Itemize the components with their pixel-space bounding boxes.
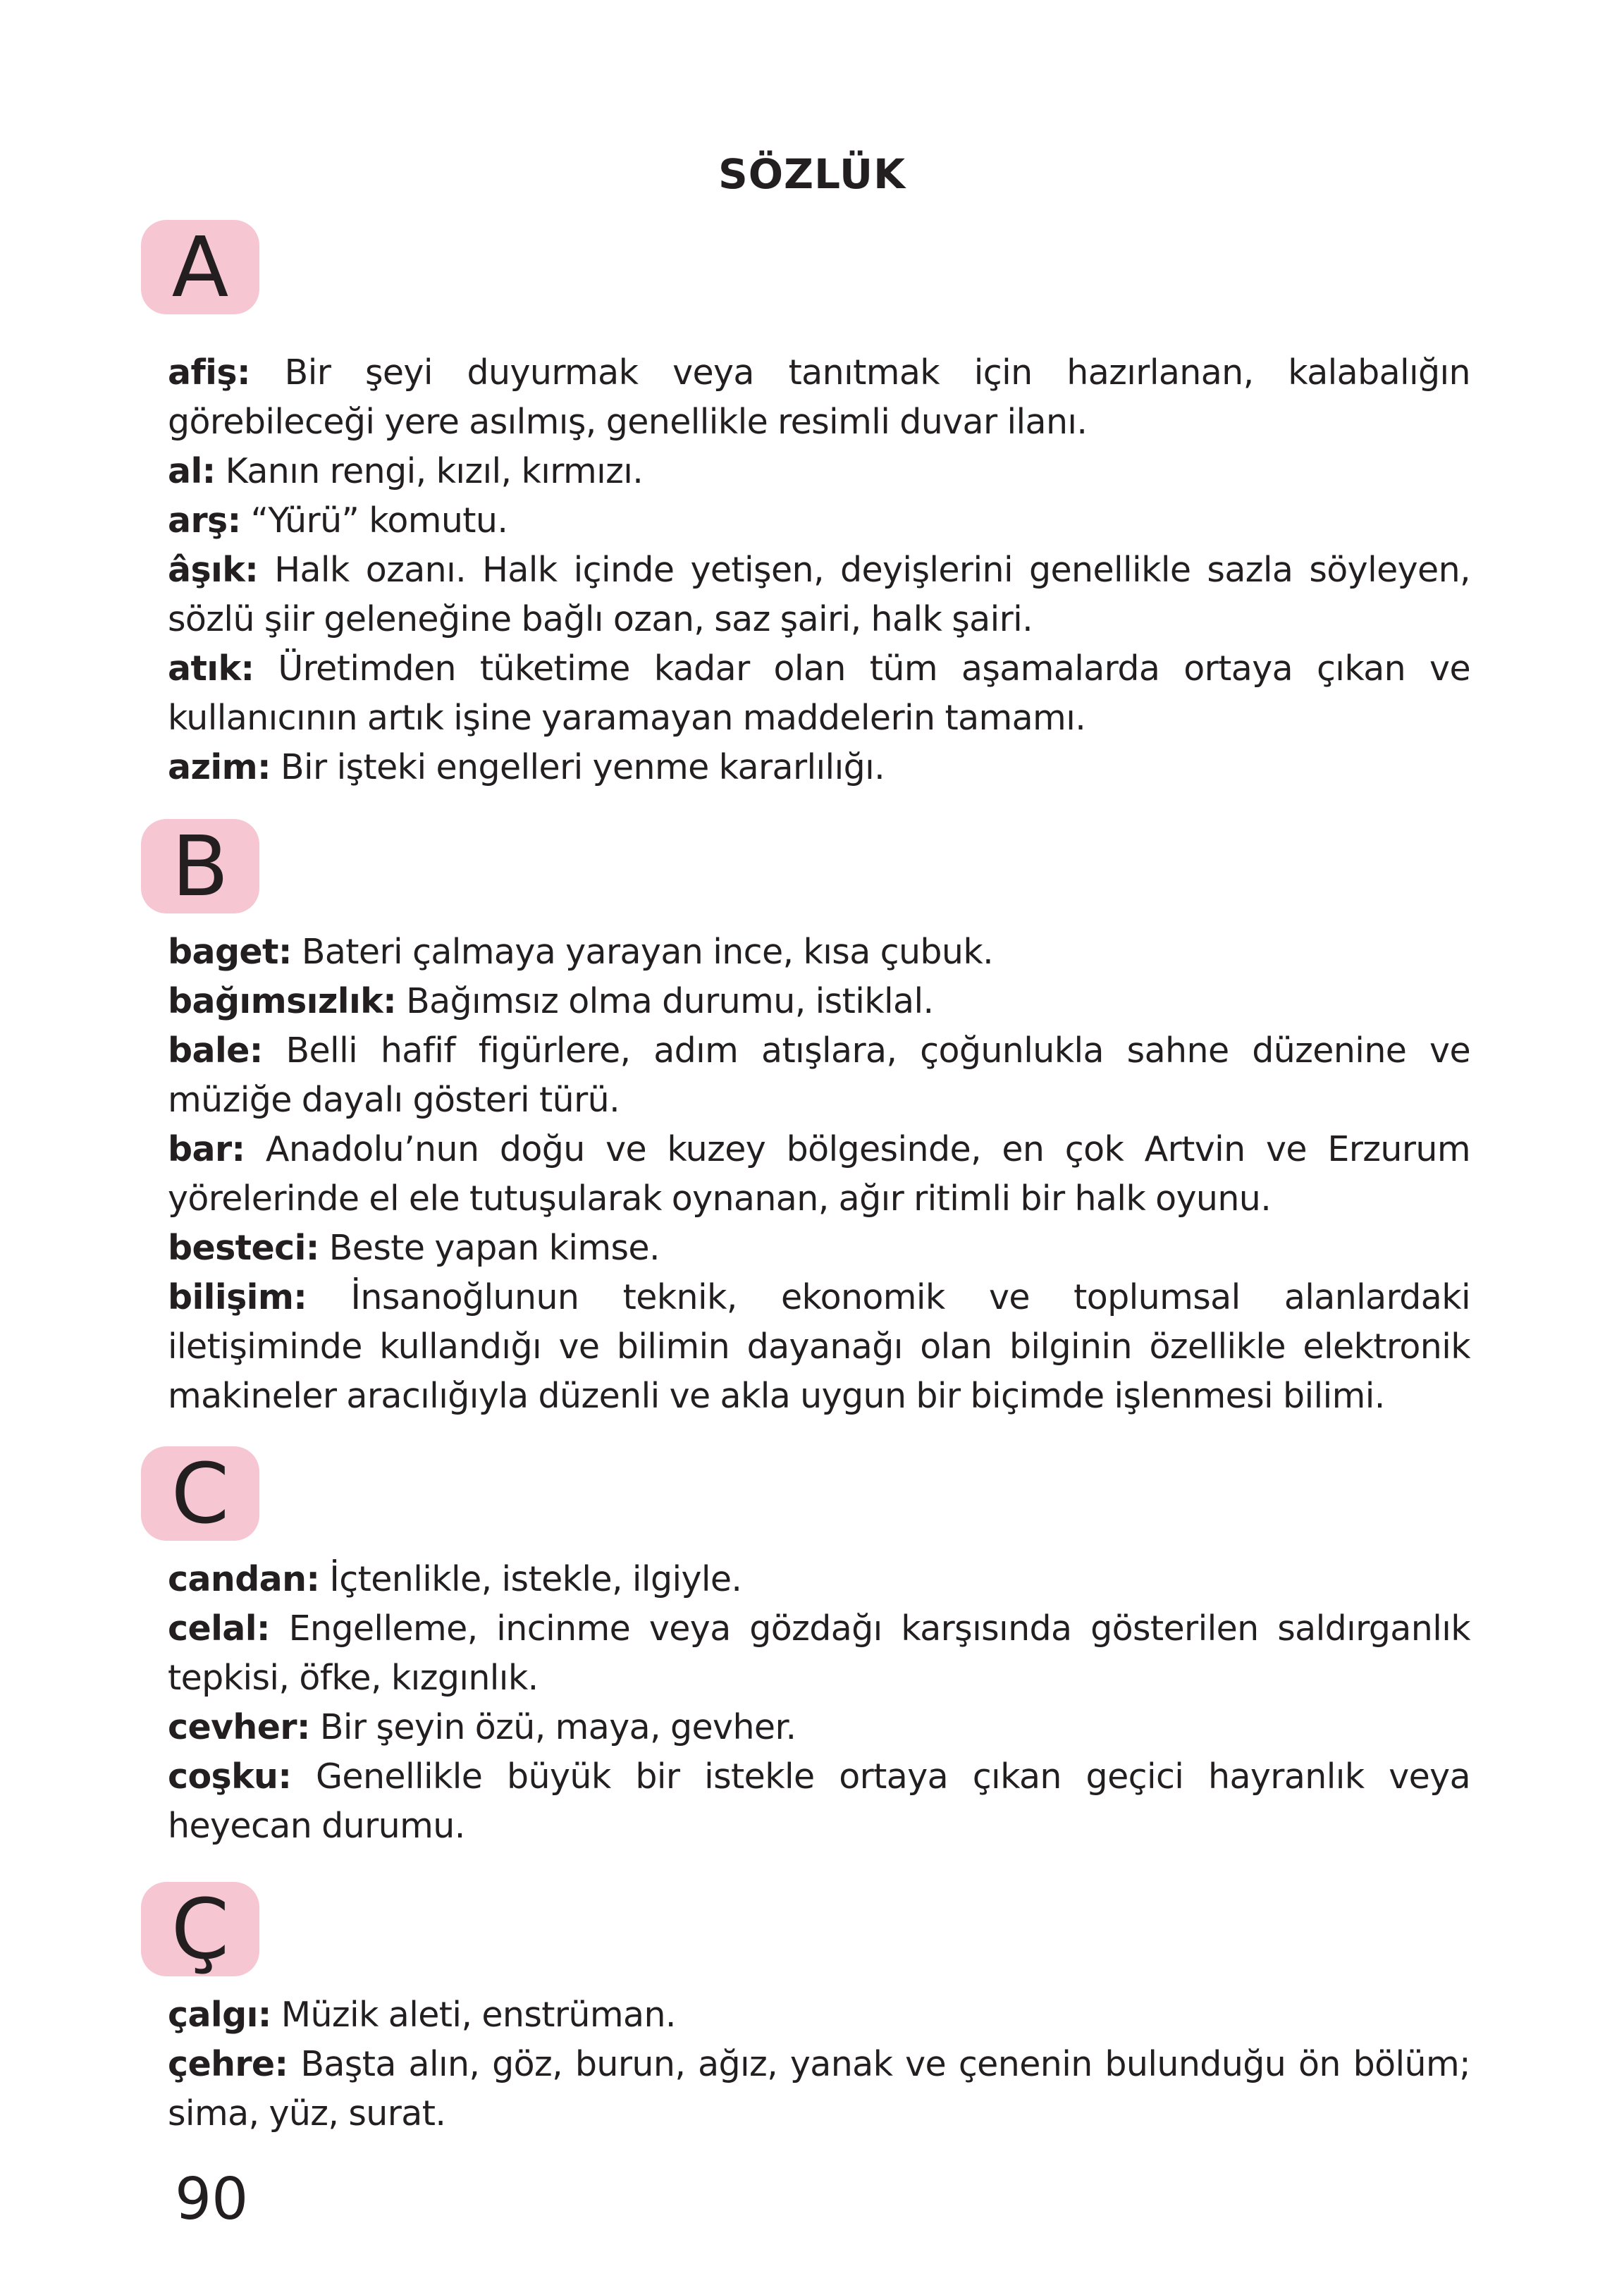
- dictionary-entry: [168, 1752, 1470, 1851]
- entry-term: âşık:: [168, 550, 259, 590]
- section-b: [168, 819, 1470, 1421]
- entry-definition: Müzik aleti, enstrüman.: [281, 1995, 676, 2035]
- letter-badge-b: B: [141, 819, 259, 913]
- dictionary-entry: [168, 743, 1470, 792]
- entry-definition: Belli hafif figürlere, adım atışlara, çoğunlukla sahne düzenine ve müziğe dayalı gösteri türü.: [168, 1030, 1470, 1120]
- entry-definition: Bir şeyi duyurmak veya tanıtmak için hazırlanan, kalabalığın görebileceği yere asılmış, genellikle resimli duvar ilanı.: [168, 352, 1471, 442]
- entry-definition: Halk ozanı. Halk içinde yetişen, deyişlerini genellikle sazla söyleyen, sözlü şiir geleneğine bağlı ozan, saz şairi, halk şairi.: [168, 550, 1471, 639]
- letter-badge-c: C: [141, 1446, 259, 1541]
- entry-definition: Bateri çalmaya yarayan ince, kısa çubuk.: [301, 932, 994, 972]
- entry-term: bilişim:: [168, 1277, 307, 1317]
- section-a: [168, 220, 1470, 792]
- entry-term: besteci:: [168, 1228, 319, 1268]
- entry-term: azim:: [168, 747, 271, 787]
- dictionary-entry: [168, 1224, 1470, 1273]
- entry-term: bağımsızlık:: [168, 981, 397, 1021]
- entry-term: cevher:: [168, 1707, 310, 1747]
- entry-definition: İçtenlikle, istekle, ilgiyle.: [329, 1559, 742, 1599]
- entry-term: arş:: [168, 500, 241, 541]
- entry-term: candan:: [168, 1559, 320, 1599]
- dictionary-entry: [168, 928, 1470, 977]
- entry-definition: Kanın rengi, kızıl, kırmızı.: [225, 451, 644, 491]
- entry-definition: Üretimden tüketime kadar olan tüm aşamalarda ortaya çıkan ve kullanıcının artık işine yaramayan maddelerin tamamı.: [168, 648, 1471, 738]
- dictionary-entry: [168, 977, 1470, 1026]
- entry-term: afiş:: [168, 352, 250, 393]
- entry-term: celal:: [168, 1608, 270, 1649]
- entry-term: çalgı:: [168, 1995, 271, 2035]
- entry-definition: Bir işteki engelleri yenme kararlılığı.: [281, 747, 885, 787]
- section-c-cedilla: [168, 1882, 1470, 2138]
- page-number: 90: [175, 2166, 249, 2233]
- entry-definition: Anadolu’nun doğu ve kuzey bölgesinde, en çok Artvin ve Erzurum yörelerinde el ele tutuşularak oynanan, ağır ritimli bir halk oyunu.: [168, 1129, 1470, 1219]
- entry-definition: Başta alın, göz, burun, ağız, yanak ve çenenin bulunduğu ön bölüm; sima, yüz, surat.: [168, 2044, 1470, 2134]
- entry-definition: İnsanoğlunun teknik, ekonomik ve toplumsal alanlardaki iletişiminde kullandığı ve bilimin dayanağı olan bilginin özellikle elektronik makineler aracılığıyla düzenli ve akla uygun bir biçimde işlenmesi bilimi.: [168, 1277, 1470, 1416]
- entry-term: baget:: [168, 932, 292, 972]
- section-c: [168, 1446, 1470, 1851]
- entry-list-c: [168, 1555, 1470, 1851]
- dictionary-entry: [168, 2040, 1470, 2138]
- dictionary-entry: [168, 447, 1470, 496]
- entry-term: coşku:: [168, 1756, 292, 1797]
- entry-definition: Bir şeyin özü, maya, gevher.: [319, 1707, 796, 1747]
- entry-term: bale:: [168, 1030, 263, 1071]
- entry-definition: Bağımsız olma durumu, istiklal.: [406, 981, 934, 1021]
- dictionary-entry: [168, 1555, 1470, 1604]
- entry-definition: Beste yapan kimse.: [328, 1228, 660, 1268]
- entry-definition: “Yürü” komutu.: [250, 500, 508, 541]
- dictionary-entry: [168, 1990, 1470, 2040]
- dictionary-entry: [168, 1273, 1470, 1421]
- dictionary-entry: [168, 1604, 1470, 1703]
- dictionary-entry: [168, 1026, 1470, 1125]
- dictionary-entry: [168, 1125, 1470, 1224]
- entry-term: al:: [168, 451, 216, 491]
- page-title: SÖZLÜK: [718, 150, 906, 198]
- entry-term: çehre:: [168, 2044, 288, 2084]
- dictionary-entry: [168, 1703, 1470, 1752]
- dictionary-entry: [168, 348, 1470, 447]
- entry-list-b: [168, 928, 1470, 1421]
- dictionary-entry: [168, 644, 1470, 743]
- dictionary-entry: [168, 496, 1470, 546]
- entry-term: bar:: [168, 1129, 245, 1169]
- entry-definition: Engelleme, incinme veya gözdağı karşısında gösterilen saldırganlık tepkisi, öfke, kızgınlık.: [168, 1608, 1470, 1698]
- letter-badge-c-cedilla: Ç: [141, 1882, 259, 1976]
- dictionary-entry: [168, 546, 1470, 644]
- entry-list-a: [168, 348, 1470, 792]
- entry-term: atık:: [168, 648, 254, 689]
- entry-list-c-cedilla: [168, 1990, 1470, 2138]
- entry-definition: Genellikle büyük bir istekle ortaya çıkan geçici hayranlık veya heyecan durumu.: [168, 1756, 1470, 1846]
- letter-badge-a: A: [141, 220, 259, 314]
